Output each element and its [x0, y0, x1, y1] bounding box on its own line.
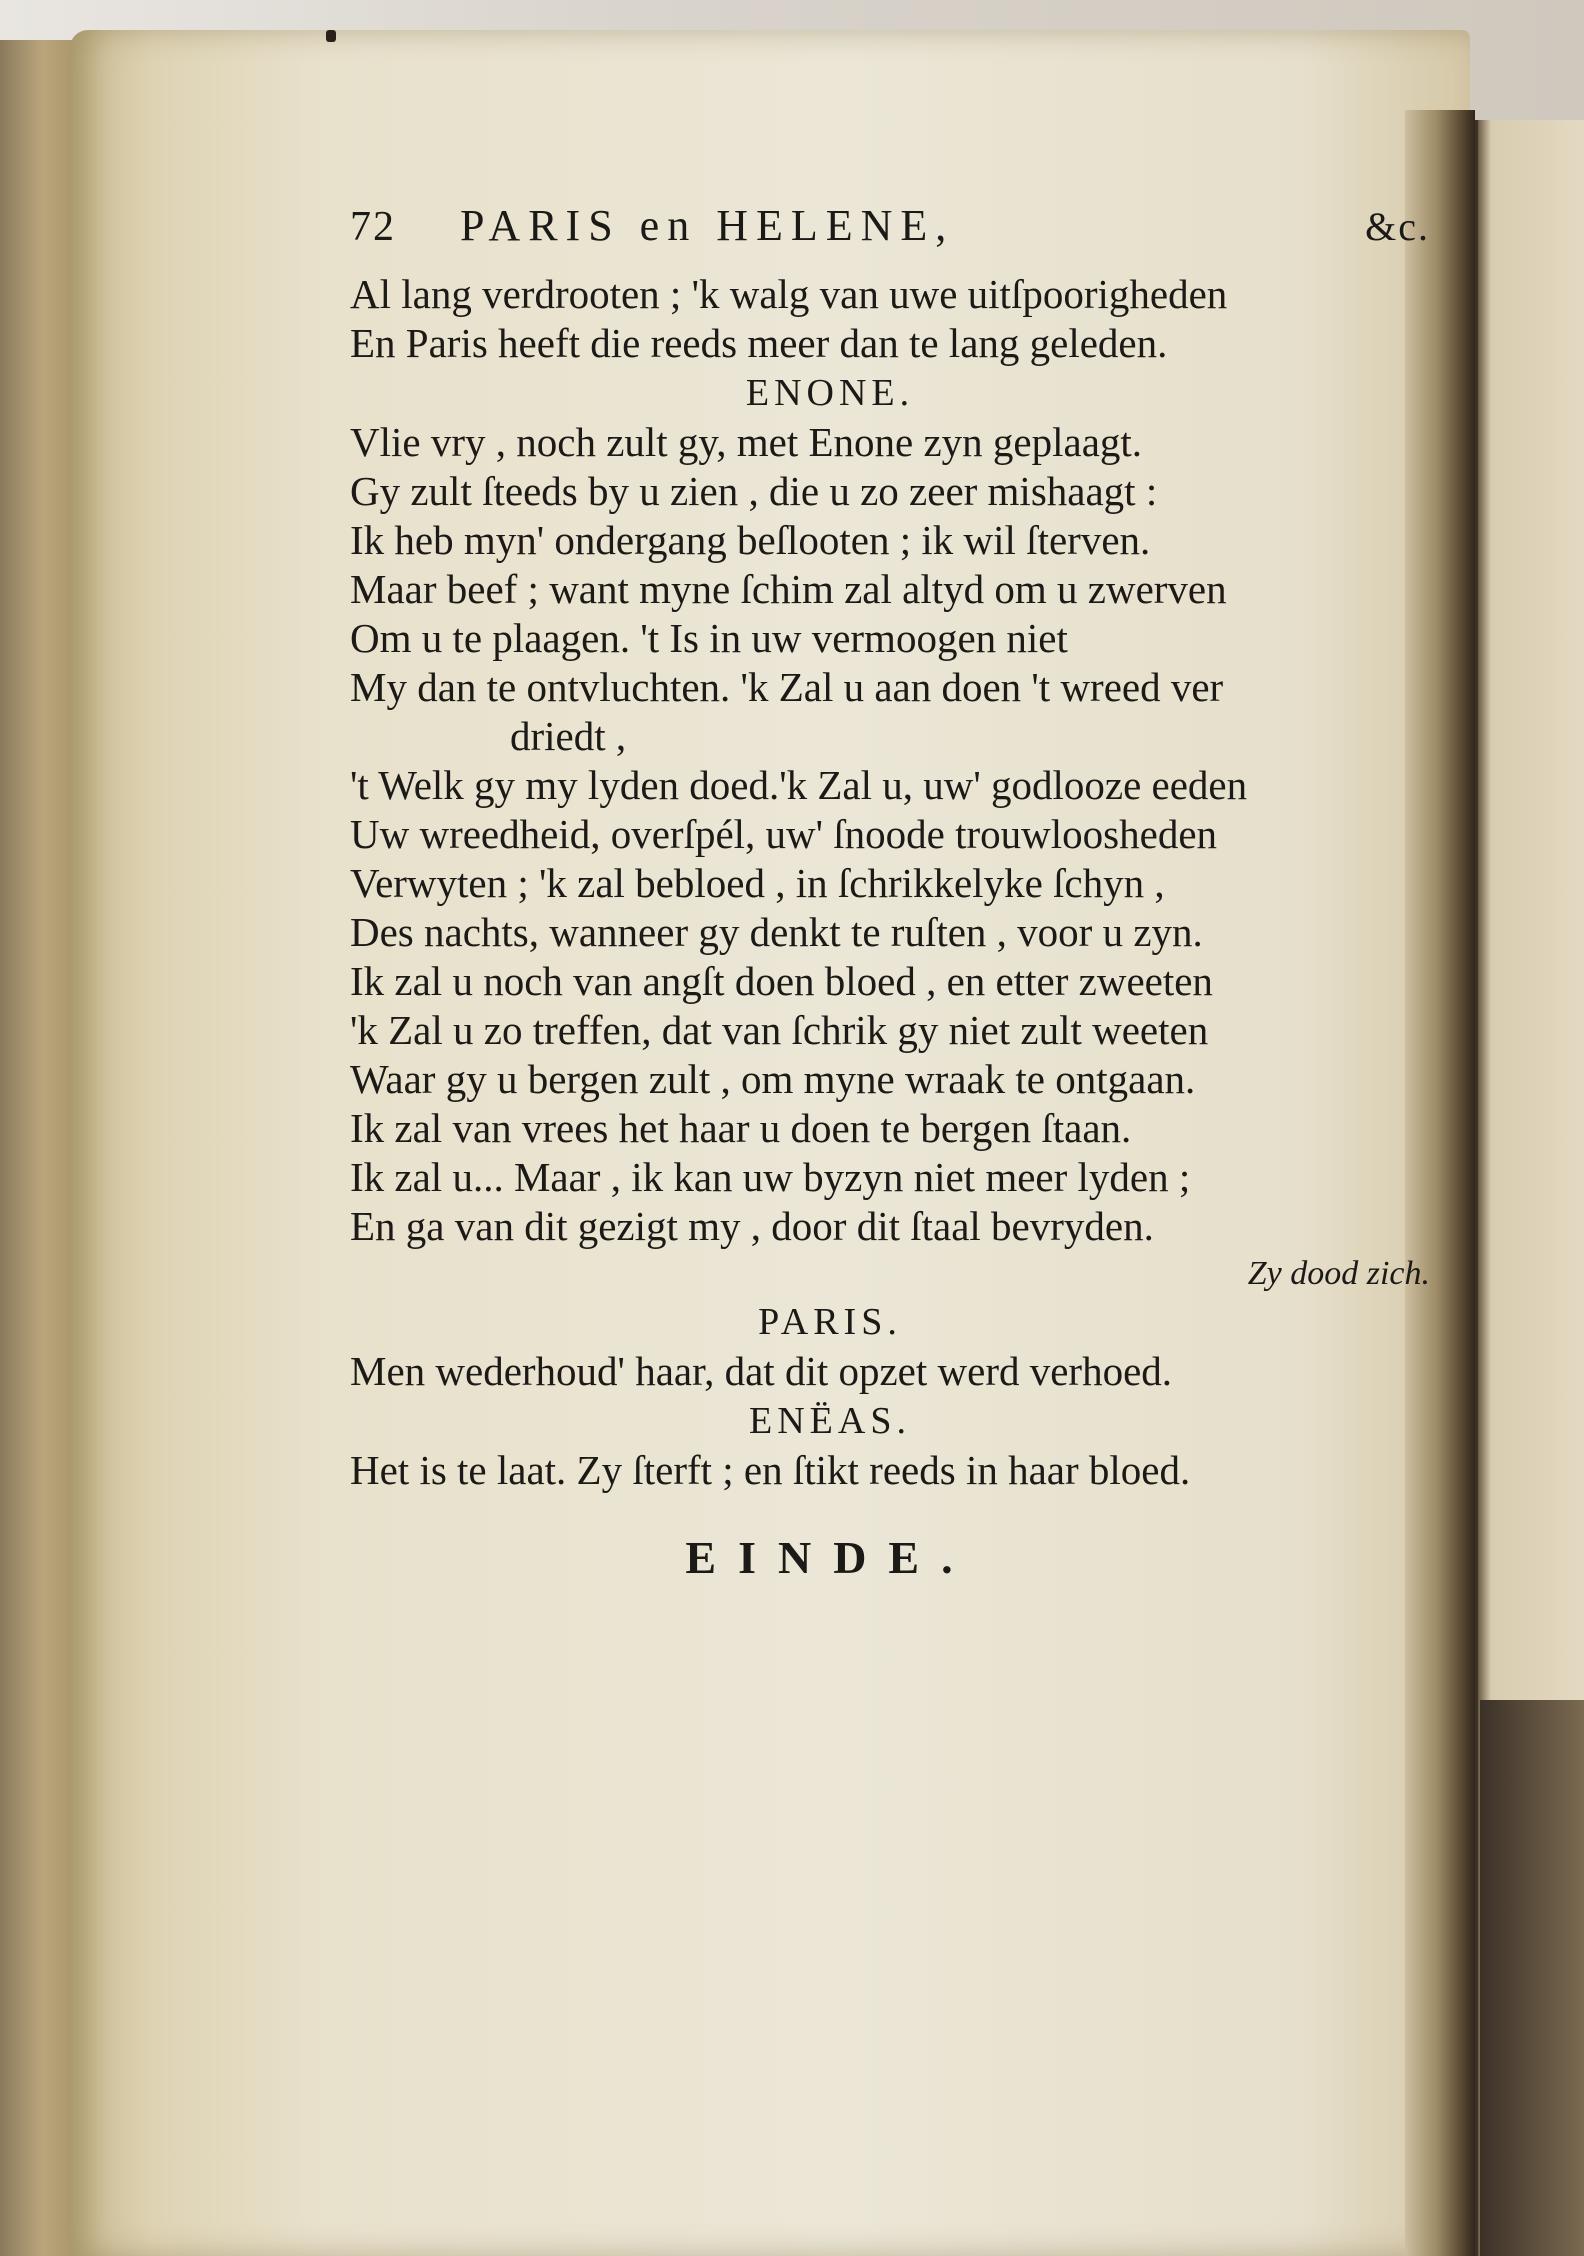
stage-direction: Zy dood zich. — [1247, 1255, 1430, 1292]
verse-line: 'k Zal u zo treffen, dat van ſchrik gy niet zult weeten — [350, 1007, 1209, 1053]
verse-line: Om u te plaagen. 't Is in uw vermoogen niet — [350, 615, 1068, 661]
page-number: 72 — [350, 204, 396, 250]
page-text — [350, 200, 1430, 1584]
verse-line: Ik zal van vrees het haar u doen te bergen ſtaan. — [350, 1105, 1132, 1151]
end-mark: EINDE. — [685, 1532, 975, 1583]
speaker-name: PARIS. — [758, 1301, 902, 1343]
verse-line: Vlie vry , noch zult gy, met Enone zyn geplaagt. — [350, 419, 1143, 465]
verse-line-continuation: driedt , — [510, 713, 627, 759]
running-head — [350, 200, 1430, 270]
verse-line: Waar gy u bergen zult , om myne wraak te ontgaan. — [350, 1056, 1196, 1102]
speaker-name: ENONE. — [745, 372, 915, 414]
verse-line: Maar beef ; want myne ſchim zal altyd om u zwerven — [350, 566, 1227, 612]
verse-line: Des nachts, wanneer gy denkt te ruſten , voor u zyn. — [350, 909, 1203, 955]
verse-line: Ik zal u noch van angſt doen bloed , en etter zweeten — [350, 958, 1213, 1004]
verse-line: En ga van dit gezigt my , door dit ſtaal bevryden. — [350, 1203, 1154, 1249]
running-title-etc: &c. — [1365, 204, 1430, 249]
verse-line: Het is te laat. Zy ſterft ; en ſtikt reeds in haar bloed. — [350, 1447, 1191, 1493]
verse-line: En Paris heeft die reeds meer dan te lang geleden. — [350, 320, 1168, 366]
verse-body — [350, 270, 1430, 1495]
verse-line: Ik heb myn' ondergang beſlooten ; ik wil ſterven. — [350, 517, 1151, 563]
verse-line: Men wederhoud' haar, dat dit opzet werd verhoed. — [350, 1348, 1173, 1394]
speaker-name: ENËAS. — [749, 1400, 911, 1442]
verse-line: Al lang verdrooten ; 'k walg van uwe uitſpoorigheden — [350, 271, 1228, 317]
ink-spot — [326, 30, 336, 42]
verse-line: 't Welk gy my lyden doed.'k Zal u, uw' godlooze eeden — [350, 762, 1248, 808]
verse-line: My dan te ontvluchten. 'k Zal u aan doen 't wreed ver — [350, 664, 1224, 710]
verse-line: Verwyten ; 'k zal bebloed , in ſchrikkelyke ſchyn , — [350, 860, 1165, 906]
verse-line: Gy zult ſteeds by u zien , die u zo zeer mishaagt : — [350, 468, 1158, 514]
running-title: PARIS en HELENE, — [460, 201, 955, 250]
facing-page-shadow — [1480, 1700, 1584, 2256]
verse-line: Uw wreedheid, overſpél, uw' ſnoode trouwloosheden — [350, 811, 1218, 857]
verse-line: Ik zal u... Maar , ik kan uw byzyn niet meer lyden ; — [350, 1154, 1191, 1200]
